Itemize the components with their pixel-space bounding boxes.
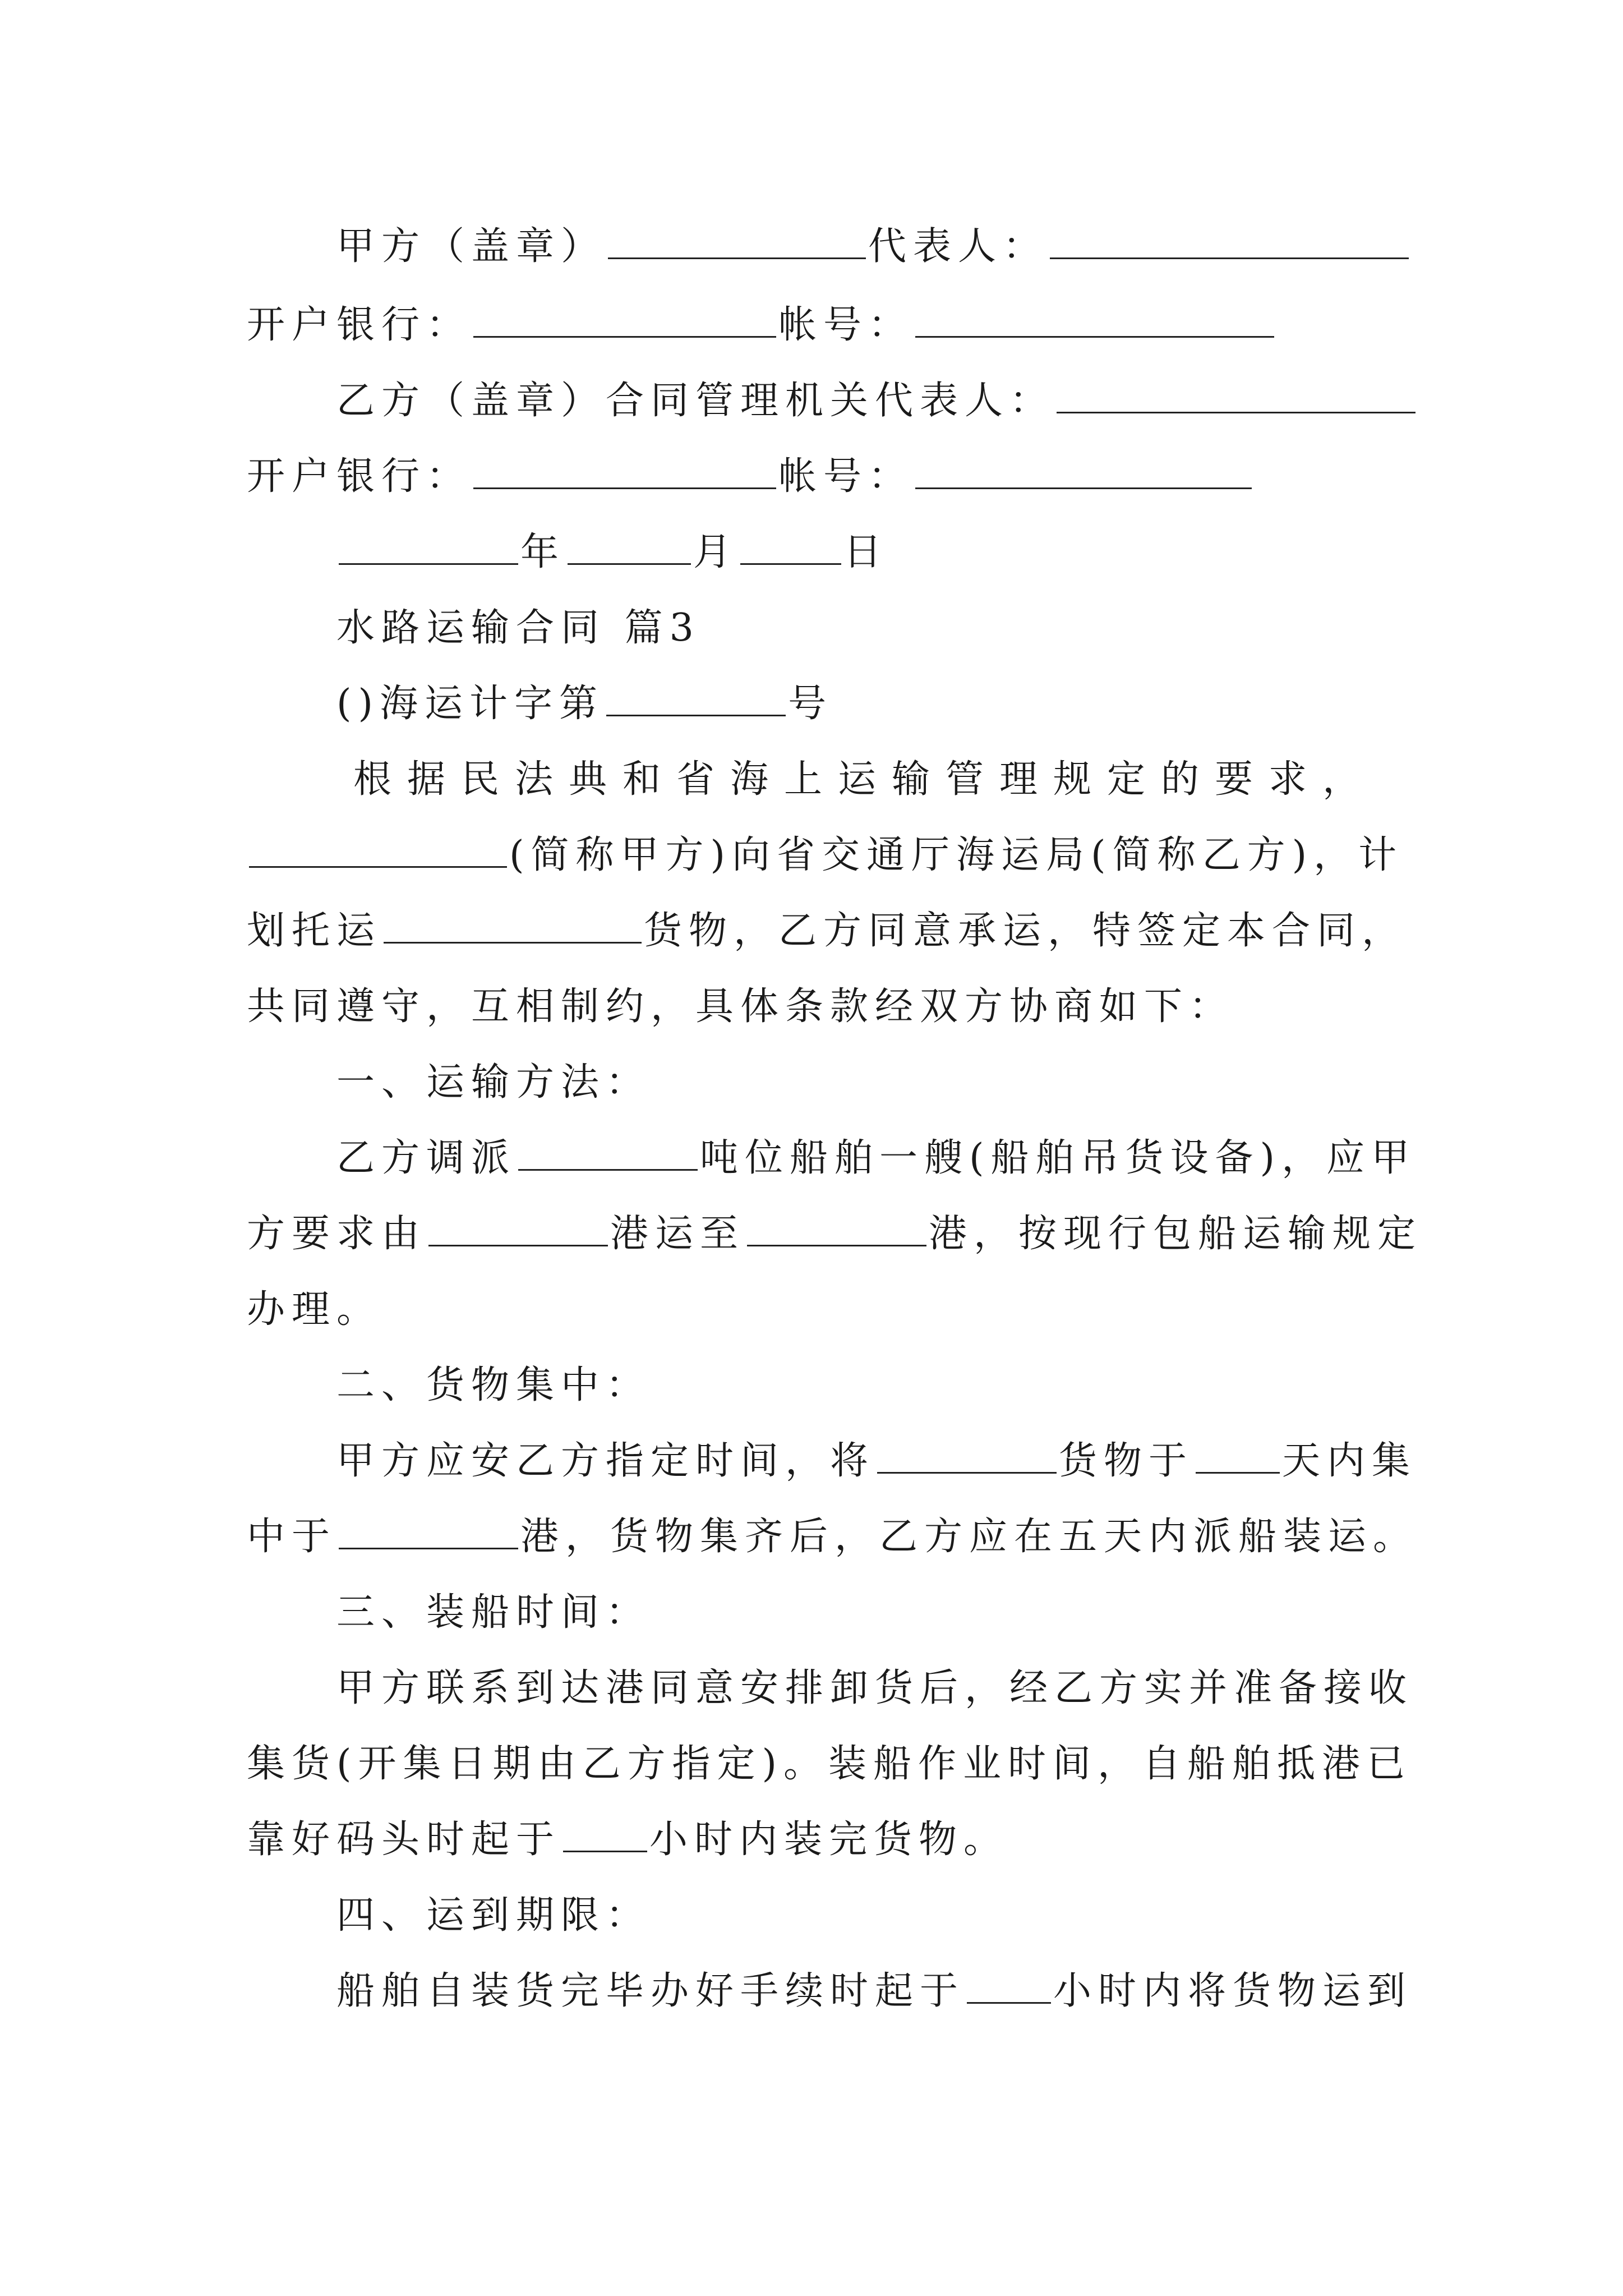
s1-p2b: 港运至 — [610, 1212, 745, 1256]
contract-number-prefix: ()海运计字第 — [336, 682, 605, 726]
s2-p2b: 港，货物集齐后，乙方应在五天内派船装运。 — [520, 1515, 1418, 1559]
day-blank — [740, 530, 841, 565]
origin-port-blank — [428, 1211, 608, 1246]
year-label: 年 — [520, 530, 566, 574]
s1-p2c: 港，按现行包船运输规定 — [929, 1212, 1423, 1256]
tonnage-blank — [518, 1135, 698, 1171]
collection-port-blank — [339, 1514, 518, 1549]
representative-label: 代表人： — [868, 224, 1048, 269]
contract-number-suffix: 号 — [788, 682, 833, 726]
s3-p2: 集货(开集日期由乙方指定)。装船作业时间，自船舶抵港已 — [247, 1742, 1412, 1786]
section-3-title — [336, 1585, 651, 1641]
contract-title-text: 水路运输合同 篇3 — [336, 606, 700, 650]
destination-port-blank — [747, 1211, 926, 1246]
party-b-bank-line — [247, 449, 1254, 505]
goods-blank — [877, 1438, 1057, 1474]
cargo-blank — [384, 908, 642, 944]
intro-text-3b: 货物，乙方同意承运，特签定本合同， — [644, 909, 1407, 953]
bank-label-b: 开户银行： — [247, 454, 472, 499]
party-a-representative-blank — [1050, 224, 1409, 259]
s3-p1: 甲方联系到达港同意安排卸货后，经乙方实并准备接收 — [336, 1666, 1414, 1710]
intro-line-4 — [247, 979, 1234, 1035]
account-label-b: 帐号： — [778, 454, 914, 499]
intro-line-3 — [247, 903, 1407, 959]
section-2-title — [336, 1358, 651, 1414]
section-1-para-1 — [336, 1130, 1416, 1186]
party-a-seal-label: 甲方（盖章） — [336, 224, 606, 269]
party-a-seal-blank — [608, 224, 866, 259]
intro-text-4: 共同遵守，互相制约，具体条款经双方协商如下： — [247, 984, 1234, 1029]
month-blank — [568, 530, 691, 565]
party-b-bank-blank — [473, 454, 776, 489]
section-4-title-text: 四、运到期限： — [336, 1893, 651, 1938]
contract-number-line — [336, 676, 833, 732]
party-a-bank-line — [247, 297, 1276, 353]
s3-p3b: 小时内装完货物。 — [649, 1818, 1009, 1862]
intro-text-3a: 划托运 — [247, 909, 382, 953]
section-1-title — [336, 1055, 651, 1111]
s4-p1a: 船舶自装货完毕办好手续时起于 — [336, 1969, 965, 2013]
s1-p1a: 乙方调派 — [336, 1136, 517, 1180]
days-blank — [1196, 1438, 1280, 1474]
party-a-seal-line — [336, 219, 1411, 275]
section-3-para-2 — [247, 1736, 1412, 1792]
day-label: 日 — [843, 530, 889, 574]
section-4-title — [336, 1888, 651, 1944]
s1-p3: 办理。 — [247, 1287, 382, 1332]
section-1-para-2 — [247, 1206, 1422, 1262]
s4-p1b: 小时内将货物运到 — [1053, 1969, 1413, 2013]
s2-p1c: 天内集 — [1282, 1439, 1417, 1483]
section-1-title-text: 一、运输方法： — [336, 1060, 651, 1105]
section-4-para-1 — [336, 1963, 1412, 2019]
intro-line-1 — [353, 752, 1376, 808]
account-label: 帐号： — [778, 303, 914, 347]
contract-title — [336, 600, 700, 656]
transit-hours-blank — [967, 1968, 1051, 2004]
party-b-account-blank — [915, 454, 1252, 489]
s3-p3a: 靠好码头时起于 — [247, 1818, 561, 1862]
section-3-para-3 — [247, 1812, 1008, 1868]
s2-p1b: 货物于 — [1059, 1439, 1194, 1483]
party-a-name-blank — [249, 832, 507, 868]
party-a-bank-blank — [473, 302, 776, 338]
loading-hours-blank — [563, 1817, 647, 1852]
intro-text-1: 根据民法典和省海上运输管理规定的要求， — [353, 757, 1377, 802]
party-b-seal-label: 乙方（盖章）合同管理机关代表人： — [336, 379, 1055, 423]
intro-line-2 — [247, 827, 1403, 884]
bank-label: 开户银行： — [247, 303, 472, 347]
s2-p1a: 甲方应安乙方指定时间，将 — [336, 1439, 875, 1483]
section-3-title-text: 三、装船时间： — [336, 1590, 651, 1635]
month-label: 月 — [693, 530, 739, 574]
s2-p2a: 中于 — [247, 1515, 337, 1559]
year-blank — [339, 530, 518, 565]
section-2-para-2 — [247, 1509, 1418, 1565]
intro-text-2: (简称甲方)向省交通厅海运局(简称乙方)，计 — [509, 833, 1404, 877]
section-1-para-3 — [247, 1282, 381, 1338]
s1-p2a: 方要求由 — [247, 1212, 427, 1256]
section-2-title-text: 二、货物集中： — [336, 1363, 651, 1407]
party-b-representative-blank — [1057, 378, 1415, 413]
s1-p1b: 吨位船舶一艘(船舶吊货设备)，应甲 — [700, 1136, 1417, 1180]
contract-number-blank — [606, 681, 786, 716]
section-2-para-1 — [336, 1433, 1417, 1489]
party-a-account-blank — [915, 302, 1274, 338]
section-3-para-1 — [336, 1660, 1413, 1717]
party-b-seal-line — [336, 373, 1418, 429]
date-line — [336, 524, 888, 581]
